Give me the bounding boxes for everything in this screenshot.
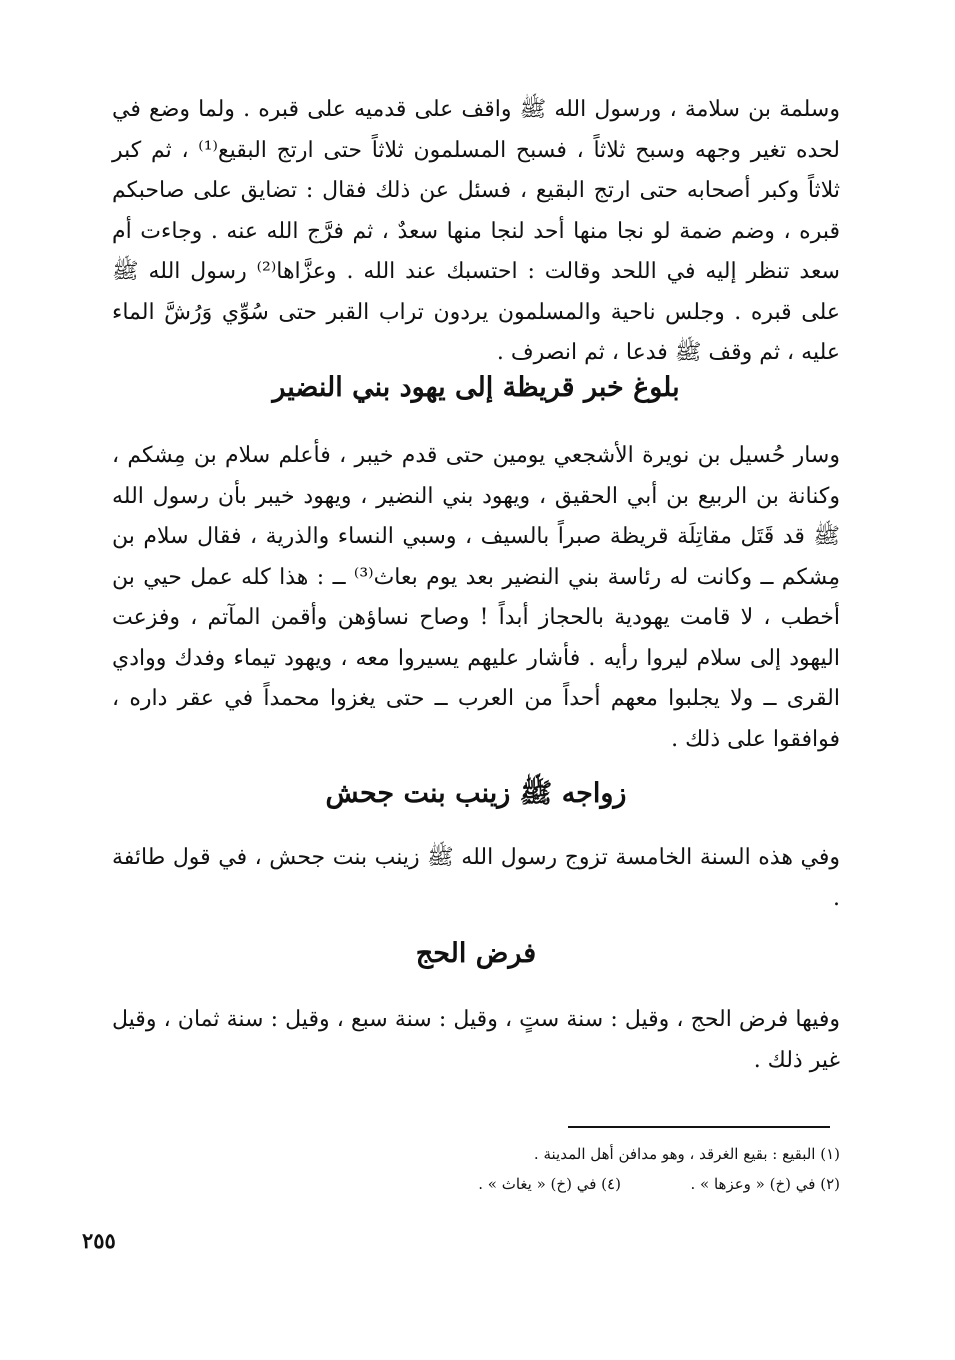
- body-paragraph: وسلمة بن سلامة ، ورسول الله ﷺ واقف على قدميه على قبره . ولما وضع في لحده تغير وجهه وسبح ثلاثاً ، فسبح المسلمون ثلاثاً حتى ارتج البقيع⁽¹⁾ ، ثم كبر ثلاثاً وكبر أصحابه حتى ارتج البقيع ، فسئل عن ذلك فقال : تضايق على صاحبكم قبره ، وضم ضمة لو نجا منها أحد لنجا منها سعدٌ ، ثم فرَّج الله عنه . وجاءت أم سعد تنظر إليه في اللحد وقالت : احتسبك عند الله . وعزَّاها⁽²⁾ رسول الله ﷺ على قبره . وجلس ناحية والمسلمون يردون تراب القبر حتى سُوِّي وَرُشَّ الماء عليه ، ثم وقف ﷺ فدعا ، ثم انصرف .: [112, 97, 840, 365]
- body-paragraph: وفي هذه السنة الخامسة تزوج رسول الله ﷺ زينب بنت جحش ، في قول طائفة .: [112, 845, 840, 911]
- footnote: [300, 1142, 840, 1166]
- page-number: ٢٥٥: [82, 1228, 116, 1253]
- section-heading: فرض الحج: [415, 938, 537, 969]
- section-heading: زواجه ﷺ زينب بنت جحش: [325, 778, 627, 809]
- footnote-text: (١) البقيع : بقيع الغرقد ، وهو مدافن أهل المدينة .: [533, 1145, 840, 1163]
- footnote-divider: [568, 1126, 830, 1128]
- footnote-text: (٤) في (خ) « يغاث » .: [478, 1175, 621, 1193]
- section-heading: بلوغ خبر قريظة إلى يهود بني النضير: [272, 372, 680, 403]
- footnote: [300, 1172, 840, 1196]
- footnote-text: (٢) في (خ) « وعزها » .: [690, 1175, 840, 1193]
- body-paragraph: وفيها فرض الحج ، وقيل : سنة ستٍ ، وقيل : سنة سبع ، وقيل : سنة ثمان ، وقيل غير ذلك .: [112, 1007, 840, 1073]
- body-paragraph: وسار حُسيل بن نويرة الأشجعي يومين حتى قدم خيبر ، فأعلم سلام بن مِشكم ، وكنانة بن الربيع بن أبي الحقيق ، ويهود بني النضير ، ويهود خيبر بأن رسول الله ﷺ قد قَتَل مقاتِلَة قريظة صبراً بالسيف ، وسبي النساء والذرية ، فقال سلام بن مِشكم ــ وكانت له رئاسة بني النضير بعد يوم بعاث⁽³⁾ ــ : هذا كله عمل حيي بن أخطب ، لا قامت يهودية بالحجاز أبداً ! وصاح نساؤهن وأقمن المآتم ، وفزعت اليهود إلى سلام ليروا رأيه . فأشار عليهم يسيروا معه ، ويهود تيماء وفدك ووادي القرى ــ ولا يجلبوا معهم أحداً من العرب ــ حتى يغزوا محمداً في عقر داره ، فوافقوا على ذلك .: [112, 443, 840, 752]
